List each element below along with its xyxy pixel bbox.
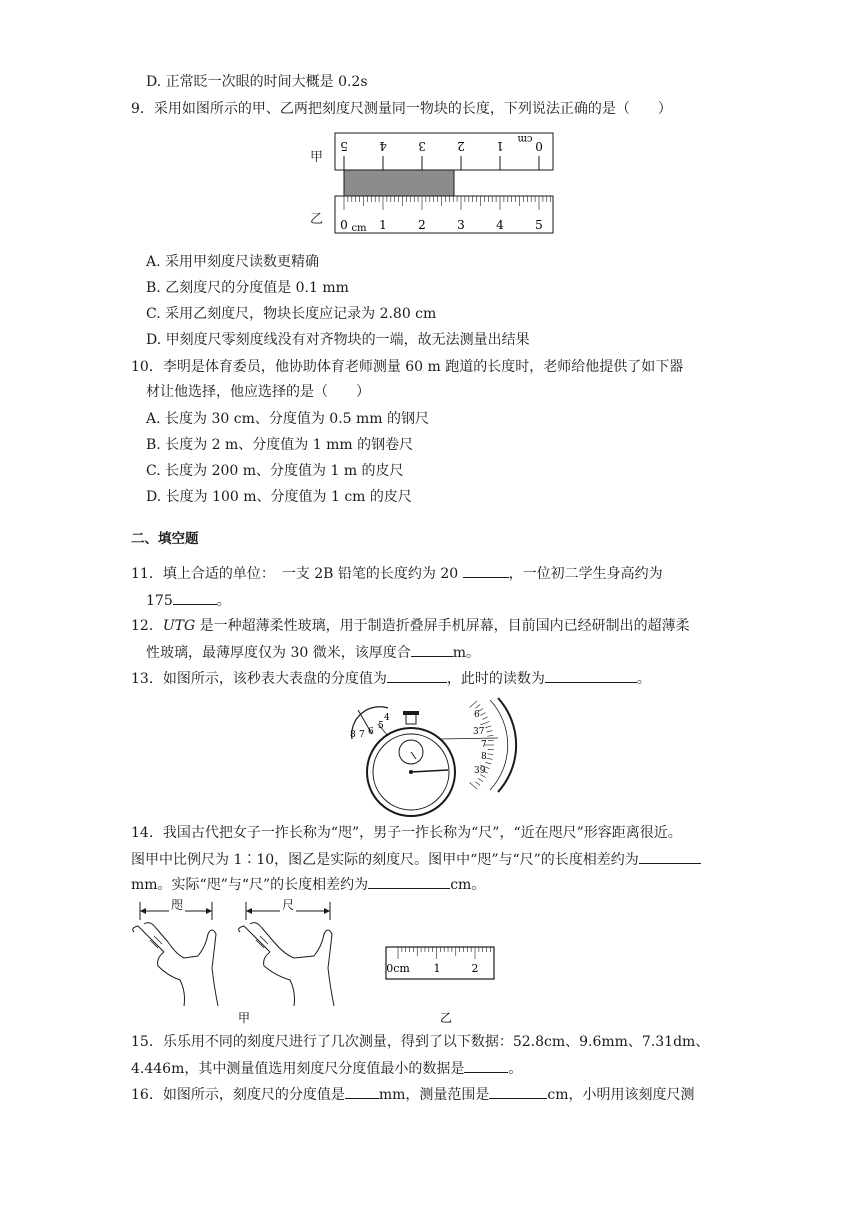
q9-option-a: A. 采用甲刻度尺读数更精确: [146, 254, 320, 270]
ruler-jia-num: 1: [496, 139, 504, 153]
ruler-tick: [475, 705, 480, 709]
q9-label-yi: 乙: [310, 212, 324, 227]
small-zoom-num: 6: [368, 727, 374, 737]
ruler-tick: [470, 782, 477, 789]
q13-blank-2[interactable]: [545, 668, 637, 683]
dial-center: [409, 770, 413, 774]
ruler-tick: [485, 762, 491, 764]
q10-option-a: A. 长度为 30 cm、分度值为 0.5 mm 的钢尺: [146, 411, 430, 427]
q12-text: 性玻璃，最薄厚度仅为 30 微米，该厚度合: [146, 645, 411, 661]
q15-line1: 15．乐乐用不同的刻度尺进行了几次测量，得到了以下数据：52.8cm、9.6mm、7.31dm、: [131, 1034, 710, 1050]
ruler-tick: [475, 782, 480, 786]
q10-option-c: C. 长度为 200 m、分度值为 1 m 的皮尺: [146, 463, 404, 479]
hand2-fingers: [256, 936, 268, 948]
ruler-tick: [480, 721, 489, 725]
hand1-arrow-right: [206, 908, 212, 914]
stopwatch-figure: [340, 692, 525, 817]
ruler-yi-num: 4: [496, 218, 504, 232]
q14-line2: [131, 849, 701, 870]
q16-text-c: cm，小明用该刻度尺测: [547, 1087, 695, 1103]
hand2-label: 尺: [281, 898, 295, 912]
hand2-arrow-left: [246, 908, 252, 914]
hand1-arrow-left: [140, 908, 146, 914]
q11-blank-1[interactable]: [463, 563, 509, 578]
q16-line1: [131, 1084, 695, 1105]
big-zoom-arc-outer: [498, 698, 516, 792]
hand1-fingers: [150, 936, 162, 948]
ruler-yi-num: 0: [340, 218, 348, 232]
hand1-outline: [133, 923, 218, 1006]
ruler-yi-num: 3: [457, 218, 465, 232]
small-zoom-num: 4: [384, 713, 390, 723]
q16-text-b: mm，测量范围是: [378, 1087, 490, 1103]
ruler-yi-unit: cm: [351, 223, 367, 234]
q15-line2: [131, 1058, 522, 1079]
ruler-jia-num: 4: [379, 139, 387, 153]
q8-option-d: D. 正常眨一次眼的时间大概是 0.2s: [146, 74, 368, 90]
q10-stem-line2: 材让他选择，他应选择的是（ ）: [146, 384, 370, 400]
q9-stem: 9．采用如图所示的甲、乙两把刻度尺测量同一物块的长度，下列说法正确的是（ ）: [131, 101, 672, 117]
q14-caption-jia: 甲: [237, 1011, 251, 1025]
q9-option-d: D. 甲刻度尺零刻度线没有对齐物块的一端，故无法测量出结果: [146, 332, 530, 348]
q13-blank-1[interactable]: [387, 668, 447, 683]
big-zoom-num: 7: [481, 740, 487, 750]
q12-num: 12．: [131, 618, 163, 634]
ruler-jia-num: 0: [535, 139, 543, 153]
q12-blank[interactable]: [411, 642, 453, 657]
ruler-tick: [487, 731, 493, 732]
q9-label-jia: 甲: [310, 150, 324, 165]
q11-num: 175: [146, 593, 173, 609]
q13-text-a: 13．如图所示，该秒表大表盘的分度值为: [131, 671, 387, 687]
ruler-yi-num: 5: [535, 218, 543, 232]
hand2-outline: [239, 923, 334, 1006]
q14-blank-2[interactable]: [368, 874, 450, 889]
q11-text-a: 11．填上合适的单位： 一支 2B 铅笔的长度约为 20: [131, 566, 463, 582]
q13-text-c: 。: [636, 671, 651, 687]
q14-blank-1[interactable]: [639, 849, 701, 864]
hand2-arrow-right: [324, 908, 330, 914]
hand1-label: 咫: [170, 898, 184, 912]
ruler-yi-num: 1: [379, 218, 387, 232]
q13-line1: [131, 668, 651, 689]
ruler-tick: [487, 735, 493, 736]
q16-blank-2[interactable]: [489, 1084, 547, 1099]
q12-line1: [131, 616, 690, 636]
big-zoom-num: 6: [474, 710, 480, 720]
ruler-jia-num: 2: [457, 139, 465, 153]
big-zoom-num: 39: [474, 766, 486, 776]
small-zoom-num: 7: [359, 730, 365, 740]
small-zoom-num: 5: [378, 721, 384, 731]
q9-rulers: [330, 128, 560, 238]
ruler-yi-frame: [335, 196, 553, 233]
q14-ruler-num: 0cm: [386, 962, 410, 975]
q12-rest: 是一种超薄柔性玻璃，用于制造折叠屏手机屏幕，目前国内已经研制出的超薄柔: [195, 618, 690, 634]
q14-text-b: mm。实际“咫”与“尺”的长度相差约为: [131, 877, 369, 893]
q10-option-d: D. 长度为 100 m、分度值为 1 cm 的皮尺: [146, 489, 412, 505]
ruler-tick: [482, 717, 487, 720]
q14-ruler-num: 1: [433, 962, 441, 975]
q14-line3: [131, 874, 485, 895]
q16-blank-1[interactable]: [345, 1084, 379, 1099]
q9-option-c: C. 采用乙刻度尺，物块长度应记录为 2.80 cm: [146, 306, 437, 322]
ruler-jia-unit: cm: [517, 133, 533, 144]
q15-text: 4.446m，其中测量值选用刻度尺分度值最小的数据是: [131, 1061, 465, 1077]
q11-line1: [131, 563, 663, 584]
ruler-jia-num: 3: [418, 139, 426, 153]
q10-stem-line1: 10．李明是体育委员，他协助体育老师测量 60 m 跑道的长度时，老师给他提供了如下器: [131, 359, 684, 375]
section-title: 二、填空题: [131, 531, 199, 547]
ruler-jia-num: 5: [340, 139, 348, 153]
q15-blank[interactable]: [464, 1058, 508, 1073]
q16-text-a: 16．如图所示，刻度尺的分度值是: [131, 1087, 345, 1103]
q14-ruler-num: 2: [471, 962, 479, 975]
q12-utg: UTG: [162, 618, 196, 634]
hands-figure: [128, 896, 508, 1026]
ruler-tick: [470, 701, 477, 708]
q11-end: 。: [216, 593, 231, 609]
q12-end: m。: [452, 645, 480, 661]
ruler-yi-num: 2: [418, 218, 426, 232]
q11-blank-2[interactable]: [173, 590, 217, 605]
ruler-tick: [487, 754, 493, 755]
ruler-tick: [478, 778, 483, 781]
ruler-tick: [487, 758, 493, 759]
q11-line2: [146, 590, 231, 611]
q14-text-a: 图甲中比例尺为 1∶10，图乙是实际的刻度尺。图甲中“咫”与“尺”的长度相差约为: [131, 852, 639, 868]
zoom-line-right: [440, 738, 498, 739]
q10-option-b: B. 长度为 2 m、分度值为 1 mm 的钢卷尺: [146, 437, 414, 453]
q14-line1: 14．我国古代把女子一拃长称为“咫”，男子一拃长称为“尺”，“近在咫尺”形容距离很近。: [131, 825, 682, 841]
q12-line2: [146, 642, 480, 663]
big-zoom-num: 37: [473, 727, 485, 737]
q9-option-b: B. 乙刻度尺的分度值是 0.1 mm: [146, 280, 349, 296]
ruler-tick: [485, 726, 491, 728]
big-zoom-num: 8: [481, 752, 487, 762]
q14-caption-yi: 乙: [439, 1011, 453, 1025]
stopwatch-crown: [406, 714, 416, 724]
ruler-tick: [480, 713, 485, 716]
q15-end: 。: [508, 1061, 523, 1077]
q11-text-b: ，一位初二学生身高约为: [508, 566, 663, 582]
q14-text-c: cm。: [450, 877, 486, 893]
stopwatch-button: [403, 711, 419, 715]
small-zoom-num: 8: [350, 730, 356, 740]
q13-text-b: ，此时的读数为: [446, 671, 545, 687]
measured-block: [344, 170, 454, 196]
